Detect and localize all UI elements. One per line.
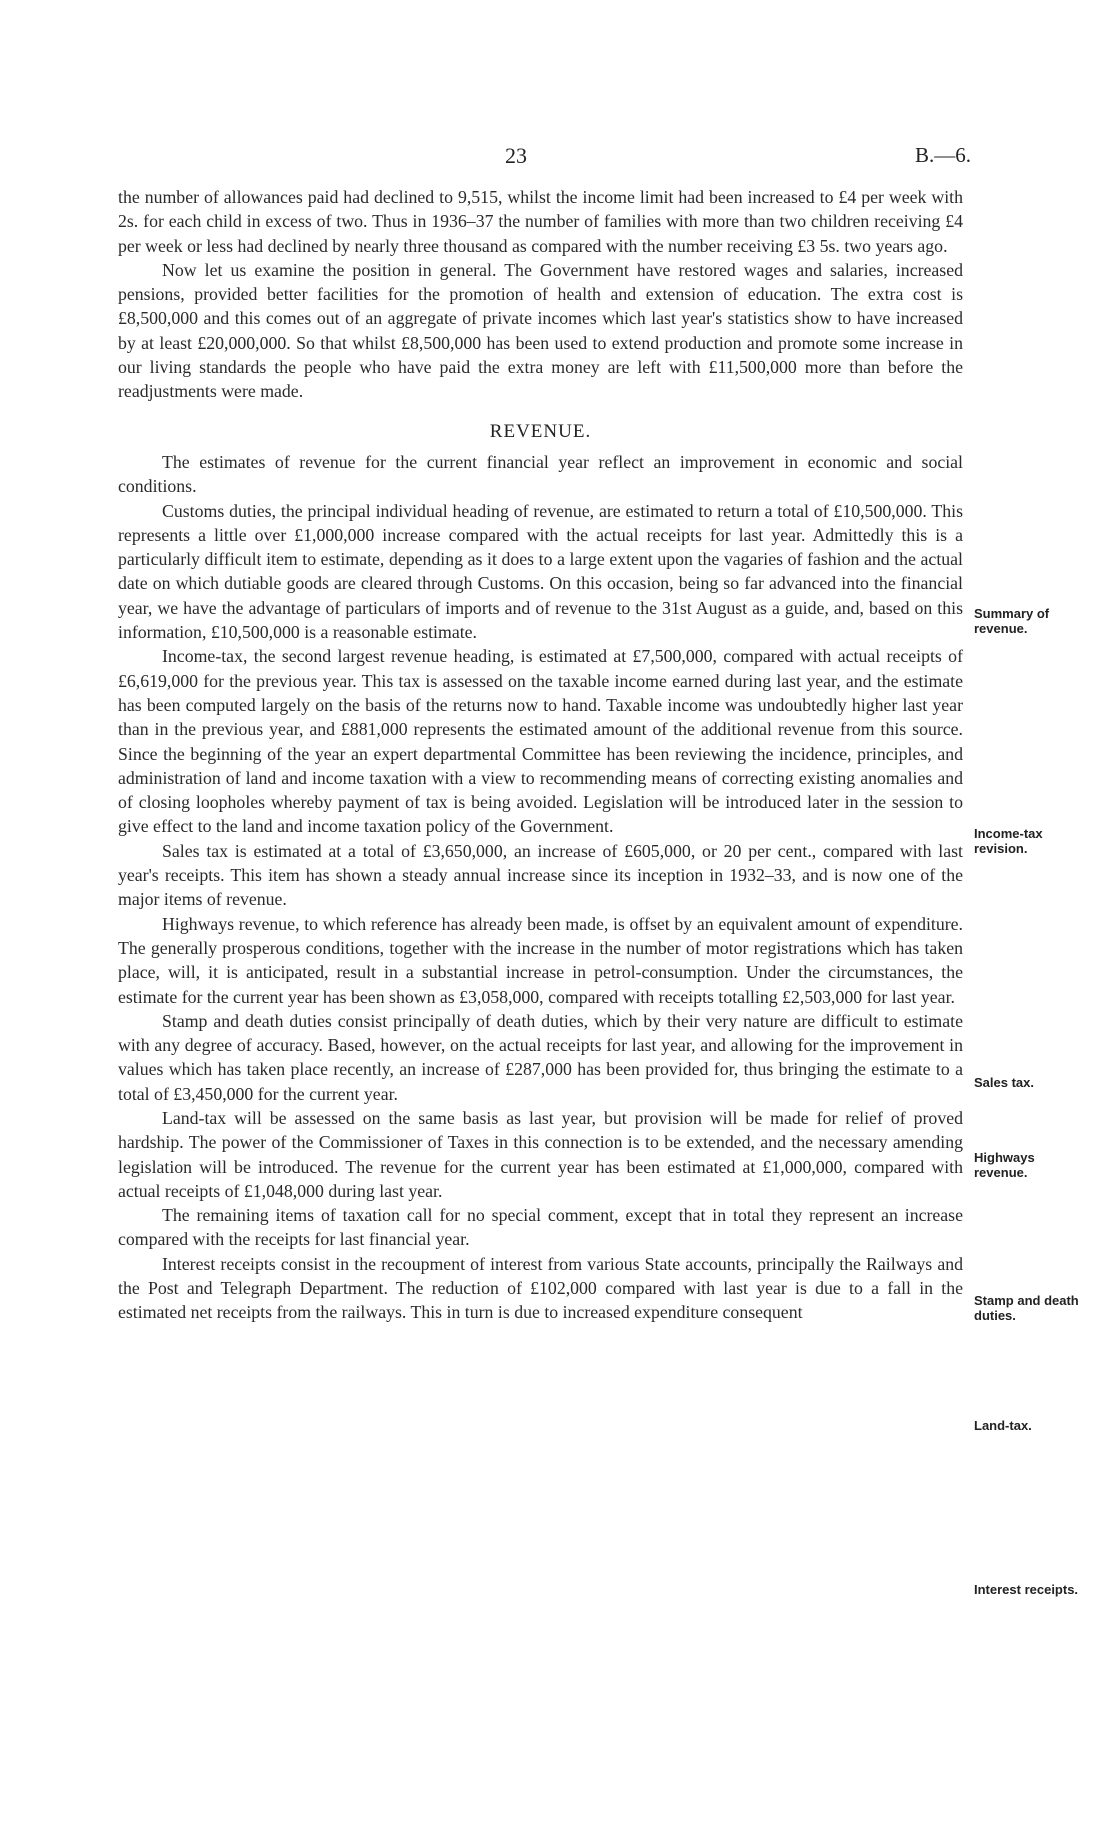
margin-note-sales-tax: Sales tax. (974, 1075, 1034, 1090)
paragraph-revenue-intro: The estimates of revenue for the current financial year reflect an improvement in economic and social conditions. (118, 451, 963, 497)
margin-note-highways: Highways revenue. (974, 1150, 1035, 1180)
margin-note-income-tax: Income-tax revision. (974, 826, 1043, 856)
margin-note-interest: Interest receipts. (974, 1582, 1079, 1597)
paragraph-sales-tax: Sales tax is estimated at a total of £3,650,000, an increase of £605,000, or 20 per cent., compared with last year's receipts. This item has shown a steady annual increase since its inception in 1932–33, and is now one of the major items of revenue. (118, 840, 963, 910)
page-number: 23 (505, 143, 527, 168)
paragraph-remaining-items: The remaining items of taxation call for no special comment, except that in total they represent an increase compared with the receipts for last financial year. (118, 1205, 963, 1250)
margin-note-stamp-death: Stamp and death duties. (974, 1293, 1079, 1323)
paragraph-stamp-death: Stamp and death duties consist principally of death duties, which by their very nature are difficult to estimate with any degree of accuracy. Based, however, on the actual receipts for last year, and allowing for the improvement in values which has taken place recently, an increase of £287,000 has been provided for, thus bringing the estimate to a total of £3,450,000 for the current year. (118, 1010, 963, 1104)
paragraph-continuation: the number of allowances paid had declined to 9,515, whilst the income limit had been increased to £4 per week with 2s. for each child in excess of two. Thus in 1936–37 the number of families with more than two children receiving £4 per week or less had declined by nearly three thousand as compared with the number receiving £3 5s. two years ago. (118, 187, 963, 256)
section-heading-revenue: REVENUE. (489, 420, 592, 442)
paragraph-highways: Highways revenue, to which reference has already been made, is offset by an equivalent amount of expenditure. The generally prosperous conditions, together with the increase in the number of motor registrations which has taken place, will, it is anticipated, result in a substantial increase in petrol-consumption. Under the circumstances, the estimate for the current year has been shown as £3,058,000, compared with receipts totalling £2,503,000 for last year. (118, 913, 963, 1007)
page-header (0, 143, 1114, 171)
margin-note-land-tax: Land-tax. (974, 1418, 1032, 1433)
paragraph-income-tax: Income-tax, the second largest revenue heading, is estimated at £7,500,000, compared with actual receipts of £6,619,000 for the previous year. This tax is assessed on the taxable income earned during last year, and the estimate has been computed largely on the basis of the returns now to hand. Taxable income was undoubtedly higher last year than in the previous year, and £881,000 represents the estimated amount of the additional revenue from this source. Since the beginning of the year an expert departmental Committee has been reviewing the incidence, principles, and administration of land and income taxation with a view to recommending means of correcting existing anomalies and of closing loopholes whereby payment of tax is being avoided. Legislation will be introduced later in the session to give effect to the land and income taxation policy of the Government. (118, 646, 963, 837)
document-reference: B.—6. (915, 143, 972, 167)
paragraph-customs: Customs duties, the principal individual heading of revenue, are estimated to return a total of £10,500,000. This represents a little over £1,000,000 increase compared with the actual receipts for last year. Admittedly this is a particularly difficult item to estimate, depending as it does to a large extent upon the vagaries of fashion and the actual date on which dutiable goods are cleared through Customs. On this occasion, being so far advanced into the financial year, we have the advantage of particulars of imports and of revenue to the 31st August as a guide, and, based on this information, £10,500,000 is a reasonable estimate. (118, 500, 963, 643)
body-text (118, 185, 963, 1325)
paragraph-interest: Interest receipts consist in the recoupment of interest from various State accounts, principally the Railways and the Post and Telegraph Department. The reduction of £102,000 compared with last year is due to a fall in the estimated net receipts from the railways. This in turn is due to increased expenditure consequent (118, 1253, 963, 1323)
paragraph-land-tax: Land-tax will be assessed on the same basis as last year, but provision will be made for relief of proved hardship. The power of the Commissioner of Taxes in this connection is to be extended, and the necessary amending legislation will be introduced. The revenue for the current year has been estimated at £1,000,000, compared with actual receipts of £1,048,000 during last year. (118, 1107, 963, 1201)
margin-note-summary: Summary of revenue. (974, 606, 1050, 636)
paragraph-general-position: Now let us examine the position in general. The Government have restored wages and salaries, increased pensions, provided better facilities for the promotion of health and extension of education. The extra cost is £8,500,000 and this comes out of an aggregate of private incomes which last year's statistics show to have increased by at least £20,000,000. So that whilst £8,500,000 has been used to extend production and promote some increase in our living standards the people who have paid the extra money are left with £11,500,000 more than before the readjustments were made. (118, 259, 963, 402)
